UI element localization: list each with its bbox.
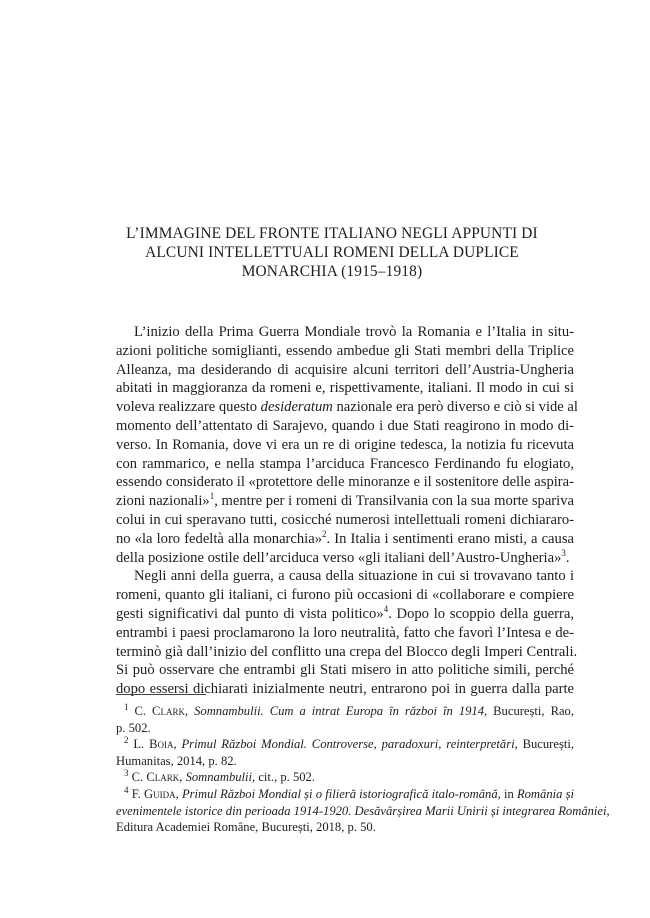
- text-run: zioni nazionali»: [116, 493, 210, 510]
- footnote-number: 4: [124, 784, 129, 795]
- text-run: , in: [497, 786, 517, 801]
- body-line: con rammarico, e nella stampa l’arciduca Francesco Ferdinando fu elogiato,: [116, 455, 574, 472]
- footnote-line: $^4$ F. Guida, Primul Război Mondial și o filieră istoriografică italo-română, in România și: [124, 784, 574, 801]
- body-line: abitati in maggioranza da romeni e, rispettivamente, italiani. Il modo in cui si: [116, 380, 574, 397]
- footnote-number: 3: [124, 768, 129, 779]
- text-run: , București, Rao,: [484, 704, 574, 718]
- footnote-line: Editura Academiei Române, București, 2018, p. 50.: [116, 820, 376, 835]
- footnote-author: Guida: [144, 786, 176, 801]
- body-line: terminò già dall’inizio del conflitto una crepa del Blocco degli Imperi Centrali.: [116, 643, 578, 660]
- text-run: no «la loro fedeltà alla monarchia»: [116, 530, 323, 547]
- text-run: .: [565, 549, 570, 566]
- body-line: [116, 398, 578, 417]
- text-run: voleva realizzare questo: [116, 399, 261, 416]
- body-line: azioni politiche somiglianti, essendo ambedue gli Stati membri della Triplice: [116, 342, 574, 359]
- chapter-title: [108, 224, 556, 281]
- body-line: dopo essersi dichiarati inizialmente neutri, entrarono poi in guerra dalla parte: [116, 681, 574, 698]
- text-run: gesti significativi dal punto di vista politico»: [116, 605, 384, 622]
- footnote-title: Primul Război Mondial și o filieră istoriografică italo-română: [181, 786, 498, 801]
- text-run: . Dopo lo scoppio della guerra,: [388, 605, 574, 622]
- footnote-line: $^1$ C. Clark, Somnambulii. Cum a intrat Europa în război în 1914, București, Rao,: [124, 701, 574, 718]
- body-line: momento dell’attentato di Sarajevo, quando i due Stati reagirono in modo di-: [116, 417, 574, 434]
- footnote-ref[interactable]: 2: [322, 528, 327, 539]
- body-text: [116, 323, 578, 699]
- footnote-title: Somnambulii. Cum a intrat Europa în război în 1914: [194, 704, 485, 718]
- text-run: C.: [131, 770, 147, 785]
- title-line: L’IMMAGINE DEL FRONTE ITALIANO NEGLI APPUNTI DI: [126, 225, 538, 242]
- footnote-author: Clark: [146, 770, 180, 785]
- footnote-author: Boia: [149, 737, 174, 752]
- title-line: MONARCHIA (1915–1918): [241, 263, 423, 280]
- footnote-line: $^2$ L. Boia, Primul Război Mondial. Controverse, paradoxuri, reinterpretări, București,: [124, 735, 575, 752]
- body-line: [116, 605, 574, 624]
- footnote-line: p. 502.: [116, 720, 151, 735]
- footnote-ref[interactable]: 1: [209, 491, 215, 502]
- text-run: , cit., p. 502.: [252, 770, 315, 785]
- body-line: [116, 549, 574, 568]
- body-line: L’inizio della Prima Guerra Mondiale trovò la Romania e l’Italia in situ-: [134, 324, 574, 340]
- text-run: , București,: [514, 737, 575, 752]
- footnote-number: 2: [124, 735, 129, 745]
- body-line: Si può osservare che entrambi gli Stati misero in atto politiche simili, perché: [116, 662, 574, 679]
- emphasis-latin-term: desideratum: [260, 399, 333, 416]
- footnote-title: evenimentele istorice din perioada 1914-1920. Desăvârșirea Marii Unirii și integrarea României: [116, 803, 607, 818]
- footnote-ref[interactable]: 4: [383, 604, 389, 615]
- footnote-line: Humanitas, 2014, p. 82.: [116, 753, 237, 768]
- body-line: Negli anni della guerra, a causa della situazione in cui si trovavano tanto i: [134, 568, 574, 585]
- footnote-divider: [116, 694, 206, 695]
- text-run: della posizione ostile dell’arciduca verso «gli italiani dell’Austro-Ungheria»: [116, 549, 562, 566]
- footnote-number: 1: [124, 701, 129, 712]
- footnote-author: Clark: [152, 704, 185, 718]
- body-line: [116, 530, 574, 549]
- footnote-title: România și: [516, 786, 574, 801]
- footnote-title: Somnambulii: [185, 770, 253, 785]
- text-run: . In Italia i sentimenti erano misti, a causa: [326, 530, 574, 547]
- body-line: essendo considerato il «protettore delle minoranze e il sostenitore delle aspira-: [116, 474, 574, 491]
- text-run: ,: [606, 803, 610, 818]
- text-run: , mentre per i romeni di Transilvania con la sua morte spariva: [214, 493, 574, 510]
- body-line: Alleanza, ma desiderando di acquisire alcuni territori dell’Austria-Ungheria: [116, 361, 574, 378]
- footnote-line: $^3$ C. Clark, Somnambulii, cit., p. 502.: [124, 768, 315, 785]
- body-line: entrambi i paesi proclamarono la loro neutralità, fatto che favorì l’Intesa e de-: [116, 624, 574, 641]
- text-run: C.: [134, 704, 153, 718]
- body-line: [116, 492, 574, 511]
- body-line: verso. In Romania, dove vi era un re di origine tedesca, la notizia fu ricevuta: [116, 436, 574, 453]
- text-run: L.: [133, 737, 150, 752]
- footnotes: [116, 701, 610, 836]
- text-run: F.: [131, 786, 145, 801]
- title-line: ALCUNI INTELLETTUALI ROMENI DELLA DUPLICE: [145, 244, 519, 261]
- footnote-title: Primul Război Mondial. Controverse, paradoxuri, reinterpretări: [181, 737, 515, 752]
- body-line: romeni, quanto gli italiani, ci furono più occasioni di «collaborare e compiere: [116, 587, 574, 604]
- body-line: colui in cui speravano tutti, cosicché numerosi intellettuali romeni dichiararo-: [116, 511, 574, 528]
- footnote-ref[interactable]: 3: [561, 547, 566, 558]
- footnote-line: [116, 803, 610, 820]
- text-run: nazionale era però diverso e ciò si vide al: [332, 399, 578, 416]
